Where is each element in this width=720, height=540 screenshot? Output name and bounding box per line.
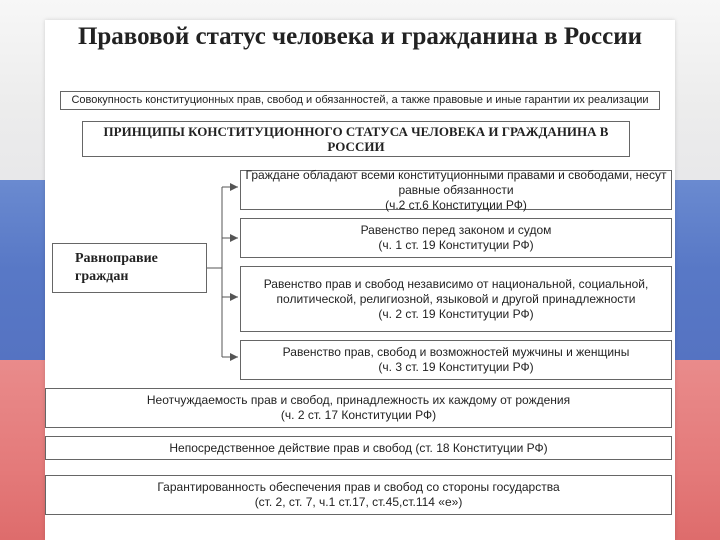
arrow-head [230, 353, 238, 361]
principle-ref: (ст. 2, ст. 7, ч.1 ст.17, ст.45,ст.114 «е») [254, 495, 463, 509]
arrow-head [230, 234, 238, 242]
definition-text: Совокупность конституционных прав, свобод и обязанностей, а также правовые и иные гарантии их реализации [71, 94, 649, 106]
equality-item-ref: (ч. 3 ст. 19 Конституции РФ) [378, 360, 534, 374]
principle-box [45, 436, 672, 460]
principle-text: Неотчуждаемость прав и свобод, принадлежность их каждому от рождения [146, 393, 571, 407]
equality-item [240, 266, 672, 332]
principle-box [45, 475, 672, 515]
arrow-head [230, 183, 238, 191]
slide-title: Правовой статус человека и гражданина в России [77, 23, 643, 50]
principle-text: Гарантированность обеспечения прав и свобод со стороны государства [157, 480, 560, 494]
equality-item-text: Граждане обладают всеми конституционными правами и свободами, несут равные обязанности [245, 167, 667, 197]
principle-text: Непосредственное действие прав и свобод (ст. 18 Конституции РФ) [169, 440, 548, 455]
equality-item [240, 218, 672, 258]
equality-item [240, 167, 672, 212]
equality-item-text: Равенство перед законом и судом [360, 223, 552, 237]
equality-item-ref: (ч. 2 ст. 19 Конституции РФ) [378, 306, 534, 321]
equality-box [52, 243, 207, 293]
principles-header-text: ПРИНЦИПЫ КОНСТИТУЦИОННОГО СТАТУСА ЧЕЛОВЕКА И ГРАЖДАНИНА В РОССИИ [103, 124, 609, 154]
equality-label: Равноправие граждан [75, 251, 158, 284]
equality-item-text: Равенство прав и свобод независимо от национальной, социальной, политической, религиозной, языковой и другой принадлежности [263, 276, 649, 306]
arrow-head [230, 293, 238, 301]
principle-ref: (ч. 2 ст. 17 Конституции РФ) [280, 408, 437, 422]
equality-item-ref: (ч.2 ст.6 Конституции РФ) [385, 197, 527, 212]
equality-item-text: Равенство прав, свобод и возможностей мужчины и женщины [282, 345, 630, 359]
principle-box [45, 388, 672, 428]
equality-item-ref: (ч. 1 ст. 19 Конституции РФ) [378, 238, 534, 252]
equality-item [240, 340, 672, 380]
